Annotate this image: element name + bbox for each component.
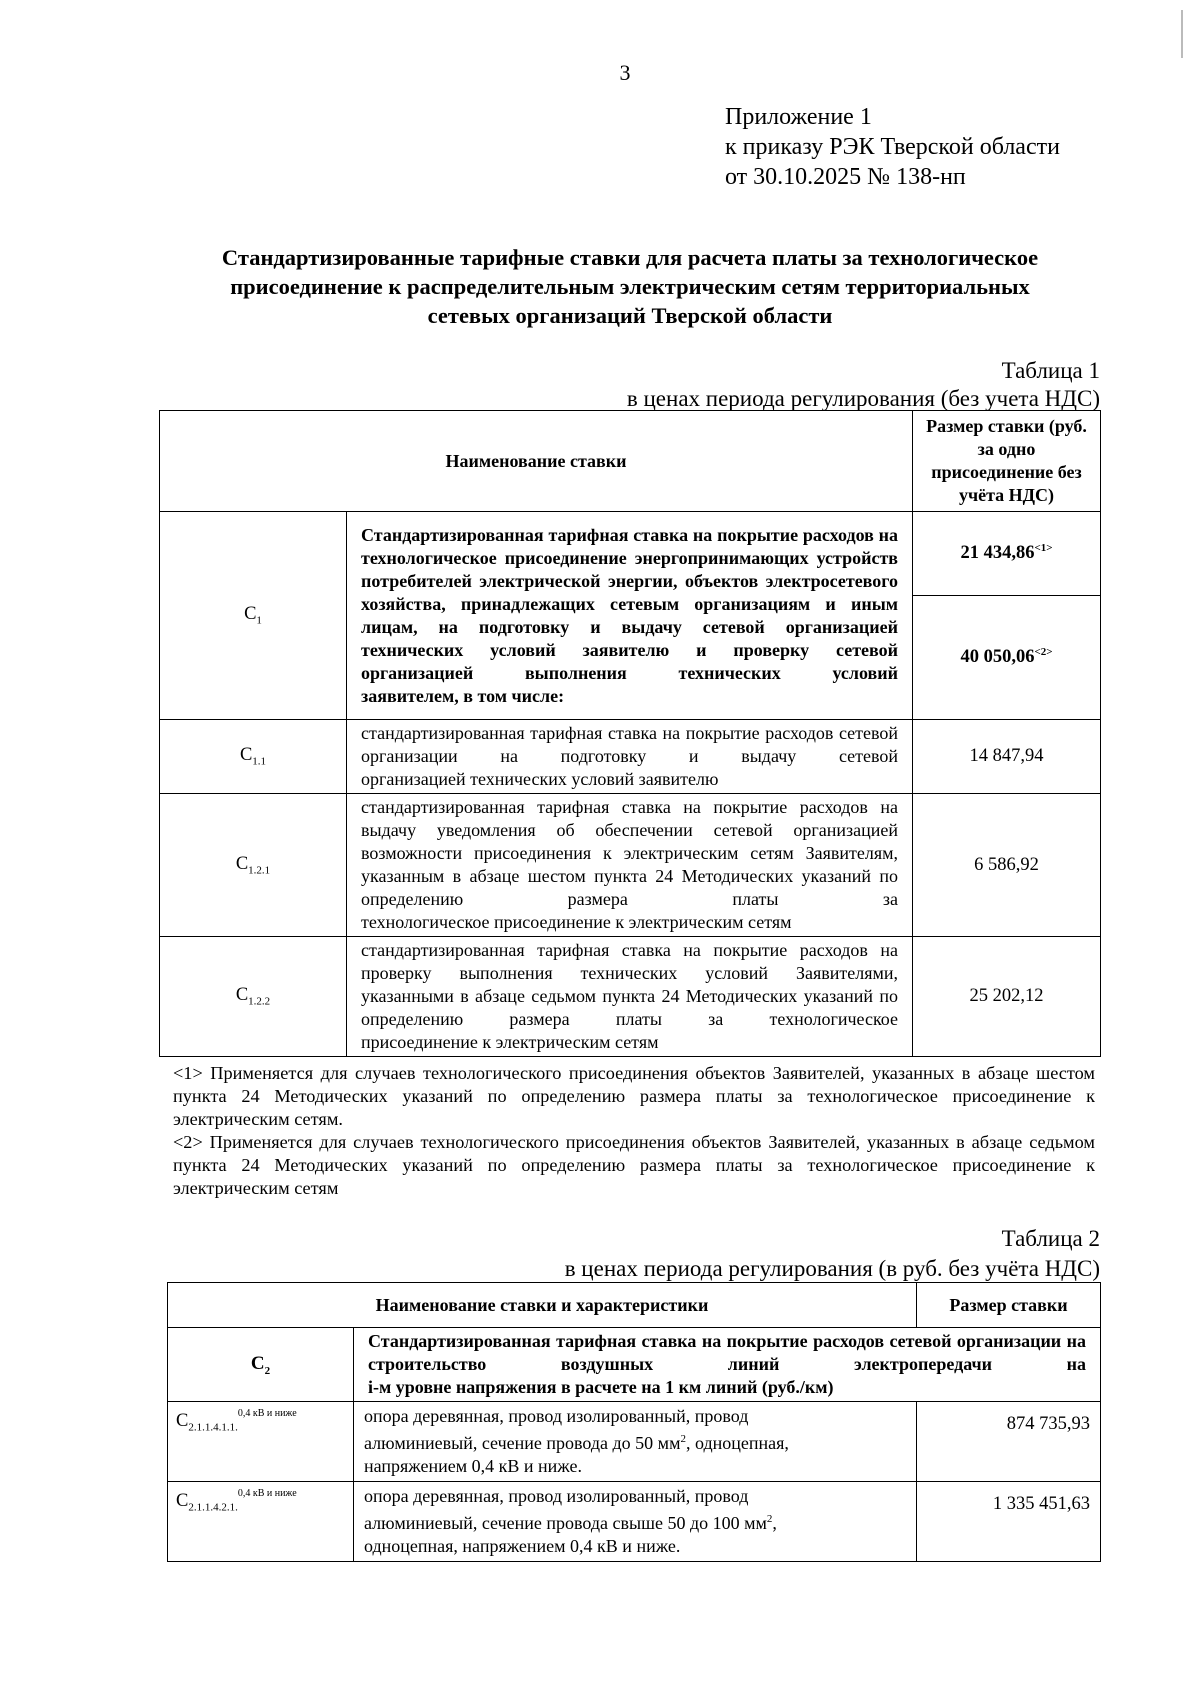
rate-value-c2-1-1-4-2-1: 1 335 451,63 <box>917 1482 1101 1562</box>
table-group-row <box>168 1328 1101 1402</box>
tariff-table-2 <box>167 1282 1101 1562</box>
document-title <box>150 243 1110 330</box>
rate-value-c1-1: 14 847,94 <box>913 720 1101 794</box>
table-row <box>160 937 1101 1057</box>
table-row <box>160 794 1101 937</box>
rate-value-c1-2-2: 25 202,12 <box>913 937 1101 1057</box>
rate-value-c1-2-1: 6 586,92 <box>913 794 1101 937</box>
footnote-2: <2> Применяется для случаев технологического присоединения объектов Заявителей, указанных в абзаце седьмом пункта 24 Методических указаний по определению размера платы за технологическое присоединение к электрическим сетям <box>173 1132 1095 1198</box>
rate-description-c1-1: стандартизированная тарифная ставка на покрытие расходов сетевой организации на подготовку и выдачу сетевой организацией технических условий заявителю <box>347 720 913 794</box>
rate-value-c1-a: 21 $434,86^{<1>}$ <box>913 512 1101 596</box>
rate-code-c2-1-1-4-2-1: $С_{2.1.1.4.2.1.}^{0,4 кВ и ниже}$ <box>168 1482 354 1562</box>
scan-edge-mark <box>1181 10 1183 58</box>
title-line: Стандартизированные тарифные ставки для расчета платы за технологическое <box>221 245 1039 270</box>
title-line: присоединение к распределительным электрическим сетям территориальных <box>230 274 1030 299</box>
appendix-line: от 30.10.2025 № 138-нп <box>725 164 966 190</box>
rate-code-c1-1: $С_{1.1}$ <box>160 720 347 794</box>
rate-description-c2-1-1-4-1-1: опора деревянная, провод изолированный, провод алюминиевый, сечение провода до 50 $мм^2$, одноцепная, напряжением 0,4 кВ и ниже. <box>354 1402 917 1482</box>
rate-code-c1-2-2: $С_{1.2.2}$ <box>160 937 347 1057</box>
title-line: сетевых организаций Тверской области <box>427 303 833 328</box>
table1-subcaption: в ценах периода регулирования (без учета НДС) <box>626 386 1100 411</box>
tariff-table-1 <box>159 410 1101 1057</box>
rate-description-c1-2-2: стандартизированная тарифная ставка на покрытие расходов на проверку выполнения технических условий Заявителями, указанными в абзаце седьмом пункта 24 Методических указаний по определению размера платы за технологическое присоединение к электрическим сетям <box>347 937 913 1057</box>
header-rate-name: Наименование ставки <box>160 411 913 512</box>
rate-description-c1-2-1: стандартизированная тарифная ставка на покрытие расходов на выдачу уведомления об обеспечении сетевой организацией возможности присоединения к электрическим сетям Заявителям, указанным в абзаце шестом пункта 24 Методических указаний по определению размера платы за технологическое присоединение к электрическим сетям <box>347 794 913 937</box>
footnote-1: <1> Применяется для случаев технологического присоединения объектов Заявителей, указанных в абзаце шестом пункта 24 Методических указаний по определению размера платы за технологическое присоединение к электрическим сетям. <box>173 1063 1095 1129</box>
page-number: 3 <box>619 60 631 85</box>
rate-description-c2: Стандартизированная тарифная ставка на покрытие расходов сетевой организации на строительство воздушных линий электропередачи на i-м уровне напряжения в расчете на 1 км линий (руб./км) <box>354 1328 1101 1402</box>
footnotes <box>173 1062 1095 1200</box>
rate-code-c1-2-1: $С_{1.2.1}$ <box>160 794 347 937</box>
appendix-line: к приказу РЭК Тверской области <box>725 134 1060 160</box>
rate-description-c1: Стандартизированная тарифная ставка на покрытие расходов на технологическое присоединение энергопринимающих устройств потребителей электрической энергии, объектов электросетевого хозяйства, принадлежащих сетевым организациям и иным лицам, на подготовку и выдачу сетевой организацией технических условий заявителю и проверку сетевой организацией выполнения технических условий заявителем, в том числе: <box>347 512 913 720</box>
rate-value-c2-1-1-4-1-1: 874 735,93 <box>917 1402 1101 1482</box>
rate-code-c2-1-1-4-1-1: $С_{2.1.1.4.1.1.}^{0,4 кВ и ниже}$ <box>168 1402 354 1482</box>
appendix-block <box>725 102 1060 192</box>
rate-code-c2: $С_2$ <box>168 1328 354 1402</box>
header-rate-name-characteristics: Наименование ставки и характеристики <box>168 1283 917 1328</box>
table-header-row <box>168 1283 1101 1328</box>
rate-value-c1-b: 40 $050,06^{<2>}$ <box>913 596 1101 720</box>
appendix-line: Приложение 1 <box>725 104 872 130</box>
header-rate-size: Размер ставки <box>917 1283 1101 1328</box>
table1-caption: Таблица 1 <box>1001 358 1100 383</box>
table-row <box>168 1482 1101 1562</box>
table2-subcaption: в ценах периода регулирования (в руб. без учёта НДС) <box>564 1256 1100 1281</box>
rate-description-c2-1-1-4-2-1: опора деревянная, провод изолированный, провод алюминиевый, сечение провода свыше 50 до 100 $мм^2$, одноцепная, напряжением 0,4 кВ и ниже. <box>354 1482 917 1562</box>
table-row <box>160 720 1101 794</box>
rate-code-c1: $С_1$ <box>160 512 347 720</box>
table-row <box>160 512 1101 596</box>
table2-caption: Таблица 2 <box>1001 1226 1100 1251</box>
table-row <box>168 1402 1101 1482</box>
header-rate-size: Размер ставки (руб. за одно присоединение без учёта НДС) <box>913 411 1101 512</box>
table-header-row <box>160 411 1101 512</box>
